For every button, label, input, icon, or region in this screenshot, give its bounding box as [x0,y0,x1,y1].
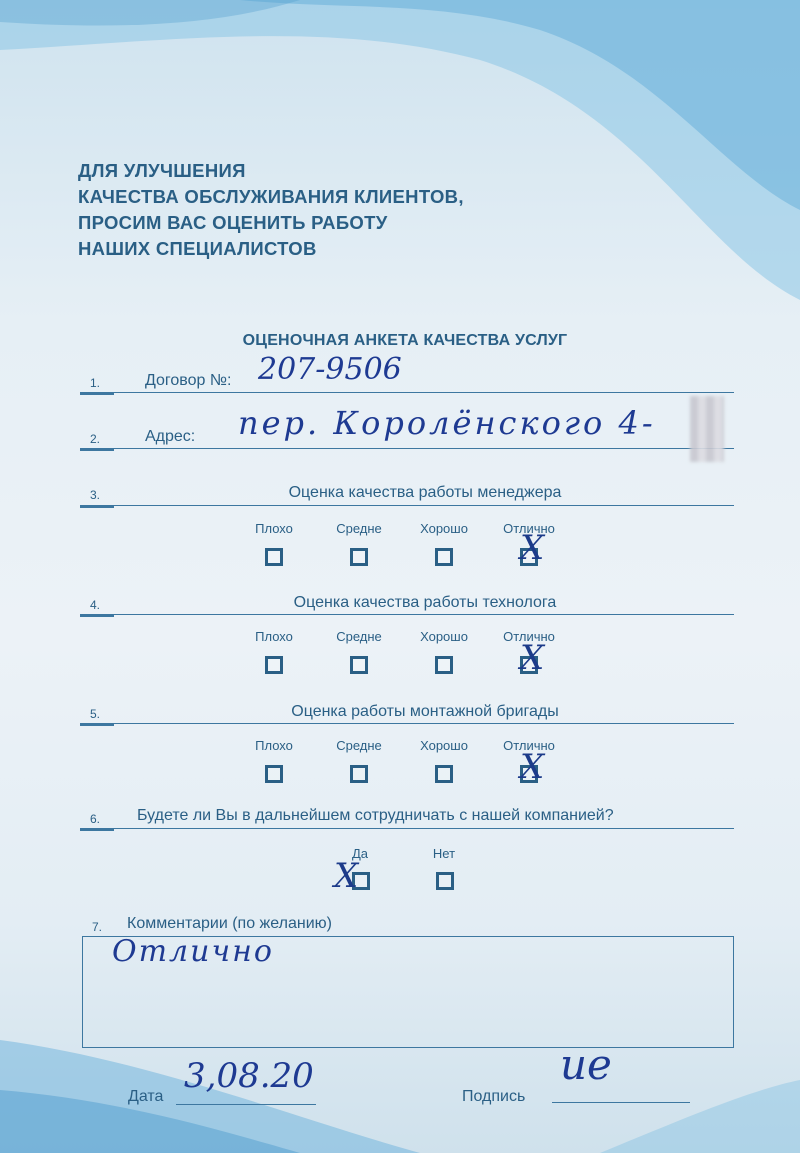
checkmark-x: X [334,856,359,896]
option-label: Плохо [255,738,293,753]
q2-number: 2. [90,432,101,446]
option-label: Средне [336,521,382,536]
q3-rule [114,505,734,506]
manager-poor-checkbox[interactable] [265,548,283,566]
option-label: Отлично [503,738,555,753]
header-line: ПРОСИМ ВАС ОЦЕНИТЬ РАБОТУ [78,212,388,233]
contract-label: Договор №: [145,372,232,389]
address-rule [114,448,734,449]
contract-rule [114,392,734,393]
technologist-average-checkbox[interactable] [350,656,368,674]
q2-number-rule [80,448,114,451]
checkmark-x: X [520,747,545,787]
q6-number: 6. [90,812,101,826]
checkmark-x: X [520,528,545,568]
q3-number-rule [80,505,114,508]
option-label: Плохо [255,629,293,644]
header-appeal [78,158,464,262]
option-label: Отлично [503,629,555,644]
q7-number: 7. [92,920,103,934]
q4-rule [114,614,734,615]
cooperation-no-checkbox[interactable] [436,872,454,890]
option-label: Хорошо [420,521,468,536]
address-label: Адрес: [145,428,196,445]
crew-poor-checkbox[interactable] [265,765,283,783]
q1-number: 1. [90,376,101,390]
signature-rule [552,1102,690,1103]
q6-number-rule [80,828,114,831]
crew-average-checkbox[interactable] [350,765,368,783]
header-line: НАШИХ СПЕЦИАЛИСТОВ [78,238,317,259]
q4-number: 4. [90,598,101,612]
date-rule [176,1104,316,1105]
manager-good-checkbox[interactable] [435,548,453,566]
technologist-poor-checkbox[interactable] [265,656,283,674]
redacted-block [690,396,724,462]
option-label: Средне [336,629,382,644]
signature-label: Подпись [462,1088,526,1105]
option-label: Средне [336,738,382,753]
q6-rule [114,828,734,829]
signature-field[interactable]: ие [560,1040,612,1089]
form-title: ОЦЕНОЧНАЯ АНКЕТА КАЧЕСТВА УСЛУГ [242,332,568,349]
header-line: КАЧЕСТВА ОБСЛУЖИВАНИЯ КЛИЕНТОВ, [78,186,464,207]
option-label: Плохо [255,521,293,536]
date-label: Дата [128,1088,164,1105]
q5-number-rule [80,723,114,726]
option-label: Да [351,846,369,861]
q5-number: 5. [90,707,101,721]
contract-number-field[interactable]: 207-9506 [258,352,402,387]
q1-number-rule [80,392,114,395]
option-label: Отлично [503,521,555,536]
comments-label: Комментарии (по желанию) [127,915,332,932]
option-label: Хорошо [420,738,468,753]
header-line: ДЛЯ УЛУЧШЕНИЯ [78,160,246,181]
technologist-good-checkbox[interactable] [435,656,453,674]
comments-text: Отлично [112,934,274,969]
cooperation-question: Будете ли Вы в дальнейшем сотрудничать с нашей компанией? [137,807,614,824]
checkmark-x: X [520,638,545,678]
date-field[interactable]: 3,08.20 [184,1056,314,1096]
q3-number: 3. [90,488,101,502]
option-label: Нет [432,846,456,861]
crew-rating-question: Оценка работы монтажной бригады [291,703,559,720]
option-label: Хорошо [420,629,468,644]
manager-average-checkbox[interactable] [350,548,368,566]
crew-good-checkbox[interactable] [435,765,453,783]
technologist-rating-question: Оценка качества работы технолога [293,594,557,611]
q5-rule [114,723,734,724]
manager-rating-question: Оценка качества работы менеджера [288,484,562,501]
address-field[interactable]: пер. Королёнского 4- [238,404,656,442]
q4-number-rule [80,614,114,617]
